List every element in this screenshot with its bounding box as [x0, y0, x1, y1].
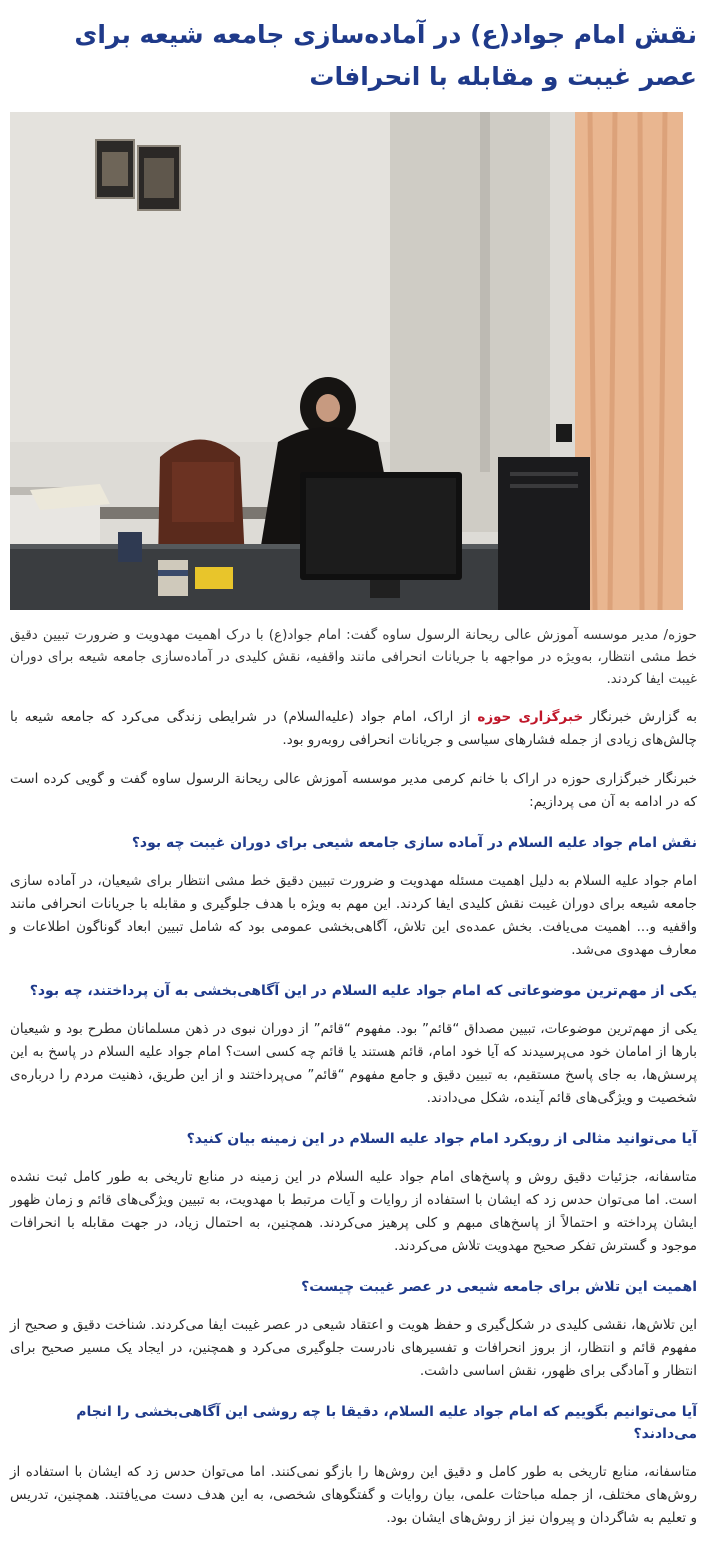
- question-heading-3: آیا می‌توانید مثالی از رویکرد امام جواد علیه السلام در این زمینه بیان کنید؟: [186, 1131, 697, 1147]
- answer-paragraph-2: یکی از مهم‌ترین موضوعات، تبیین مصداق “قائم” بود. مفهوم “قائم” از دوران نبوی در ذهن مسلمانان مطرح بود و شیعیان بارها از امامان خود می‌پرسیدند که آیا خود امام، قائم هستند یا قائم چه کسی است؟ امام جواد علیه السلام در پاسخ به این پرسش‌ها، به جای پاسخ مستقیم، به تبیین دقیق و جامع مفهوم “قائم” می‌پرداختند و از این طریق، ذهنیت مردم را درباره‌ی شخصیت و ویژگی‌های قائم آینده، شکل می‌دادند.: [10, 1021, 697, 1106]
- article-intro-paragraph: [10, 706, 697, 752]
- intro-suffix: از اراک، امام جواد (علیه‌السلام) در شرایطی زندگی می‌کرد که جامعه شیعه با چالش‌های زیادی از جمله فشارهای سیاسی و جریانات انحرافی روبه‌رو بود.: [10, 709, 697, 748]
- article-photo: [10, 112, 683, 610]
- question-heading-2: یکی از مهم‌ترین موضوعاتی که امام جواد علیه السلام در این آگاهی‌بخشی به آن پرداختند، چه بود؟: [29, 983, 697, 999]
- question-heading-4: اهمیت این تلاش برای جامعه شیعی در عصر غیبت چیست؟: [301, 1279, 697, 1295]
- question-heading-5: آیا می‌توانیم بگوییم که امام جواد علیه السلام، دقیقا با چه روشی این آگاهی‌بخشی را انجام می‌دادند؟: [76, 1404, 697, 1442]
- answer-paragraph-4: این تلاش‌ها، نقشی کلیدی در شکل‌گیری و حفظ هویت و اعتقاد شیعی در عصر غیبت ایفا می‌کردند. شناخت دقیق و صحیح از مفهوم قائم و انتظار، از بروز انحرافات و تفسیرهای نادرست جلوگیری می‌کرد و همچنین، در ایجاد یک مسیر صحیح برای انتظار و آمادگی برای ظهور، نقش اساسی داشت.: [10, 1317, 697, 1379]
- question-heading-1: نقش امام جواد علیه السلام در آماده سازی جامعه شیعی برای دوران غیبت چه بود؟: [131, 835, 697, 851]
- article-lead: حوزه/ مدیر موسسه آموزش عالی ریحانة الرسول ساوه گفت: امام جواد(ع) با درک اهمیت مهدویت و ضرورت تبیین دقیق خط مشی انتظار، به‌ویژه در مواجهه با جریانات انحرافی مانند واقفیه، نقش کلیدی در آماده‌سازی جامعه شیعه برای دوران غیبت ایفا کردند.: [10, 627, 697, 687]
- answer-paragraph-5: متاسفانه، منابع تاریخی به طور کامل و دقیق این روش‌ها را بازگو نمی‌کنند. اما می‌توان حدس زد که ایشان با استفاده از روش‌های مختلف، از جمله مباحثات علمی، بیان روایات و گفتگوهای شخصی، به این هدف دست می‌یافتند. همچنین، تدریس و تعلیم به شاگردان و پیروان نیز از روش‌های ایشان بود.: [10, 1464, 697, 1526]
- agency-link[interactable]: خبرگزاری حوزه: [477, 709, 584, 725]
- intro-prefix: به گزارش خبرنگار: [590, 709, 697, 725]
- answer-paragraph-3: متاسفانه، جزئیات دقیق روش و پاسخ‌های امام جواد علیه السلام در این زمینه در منابع تاریخی به طور کامل ثبت نشده است. اما می‌توان حدس زد که ایشان با استفاده از روایات و آیات مرتبط با مهدویت، به تبیین ویژگی‌های قائم و زمان ظهور ایشان پرداخته و احتمالاً از پاسخ‌های مبهم و کلی پرهیز می‌کردند. همچنین، به احتمال زیاد، در جهت مقابله با انحرافات موجود و گسترش تفکر صحیح مهدویت تلاش می‌کردند.: [10, 1169, 697, 1254]
- article-title: نقش امام جواد(ع) در آماده‌سازی جامعه شیعه برای عصر غیبت و مقابله با انحرافات: [74, 20, 697, 91]
- answer-paragraph-1: امام جواد علیه السلام به دلیل اهمیت مسئله مهدویت و ضرورت تبیین دقیق خط مشی انتظار برای شیعیان، در آماده سازی جامعه شیعه برای دوران غیبت نقش کلیدی ایفا کردند. این مهم به ویژه با هدف جلوگیری و مقابله با جریانات انحرافی مانند واقفیه و... اهمیت می‌یافت. بخش عمده‌ی این تلاش، آگاهی‌بخشی عمومی بود که شامل تبیین ابعاد گوناگون اطلاعات و معارف مهدوی می‌شد.: [10, 873, 697, 958]
- article-paragraph-2: خبرنگار خبرگزاری حوزه در اراک با خانم کرمی مدیر موسسه آموزش عالی ریحانة الرسول ساوه گفت و گویی کرده است که در ادامه به آن می پردازیم:: [10, 771, 697, 810]
